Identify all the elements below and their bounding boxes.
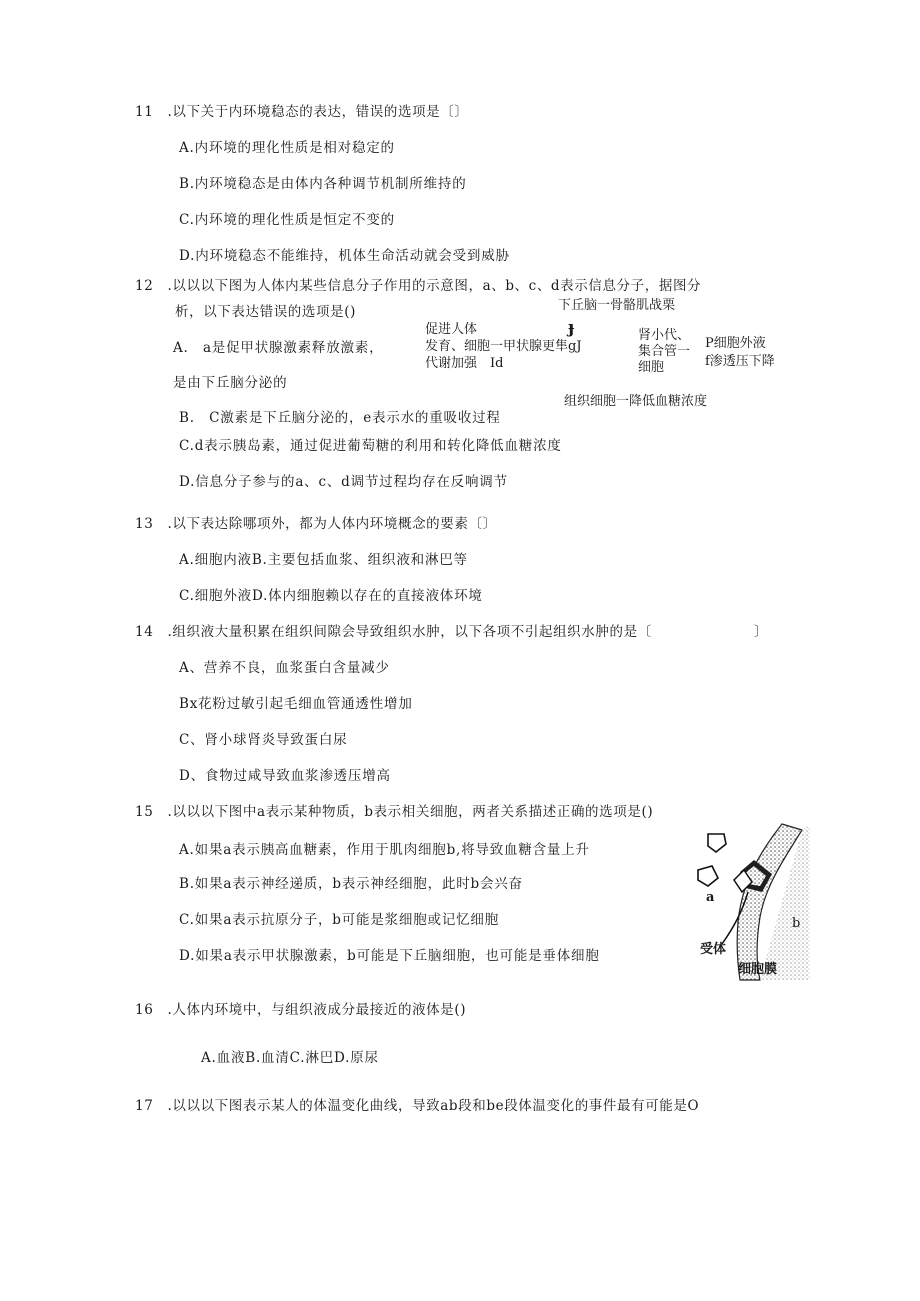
q12-diagram-top: 下丘脑一骨骼肌战栗 (558, 298, 676, 313)
q12-option-a-line2: 是由下丘脑分泌的 (173, 375, 288, 391)
q15-stem: 15 .以以以下图中a表示某种物质，b表示相关细胞，两者关系描述正确的选项是() (135, 804, 654, 820)
q15-option-c: C.如果a表示抗原分子，b可能是浆细胞或记忆细胞 (179, 912, 500, 928)
q14-option-d: D、食物过咸导致血浆渗透压增高 (179, 768, 391, 784)
q17-stem: 17 .以以以下图表示某人的体温变化曲线，导致ab段和be段体温变化的事件最有可能是O (135, 1098, 700, 1114)
q12-diagram-kidney-2: 集合管一 (638, 344, 691, 359)
q12-option-b: B. C激素是下丘脑分泌的，e表示水的重吸收过程 (179, 410, 501, 426)
q11-option-a: A.内环境的理化性质是相对稳定的 (179, 140, 395, 156)
q12-diagram-kidney-3: 细胞 (638, 360, 665, 375)
substance-a-shape (708, 834, 726, 852)
substance-a-shape-2 (698, 866, 718, 886)
q15-fig-label-a: a (706, 890, 715, 905)
q11-option-c: C.内环境的理化性质是恒定不变的 (179, 212, 395, 228)
q12-stem-line1: 12 .以以以下图为人体内某些信息分子作用的示意图，a、b、c、d表示信息分子，据图分 (135, 278, 702, 294)
q12-stem-line2: 析，以下表达错误的选项是() (175, 304, 356, 320)
q15-option-a: A.如果a表示胰高血糖素，作用于肌肉细胞b,将导致血糖含量上升 (179, 842, 590, 858)
q15-fig-label-b: b (792, 916, 801, 931)
q12-diagram-left-3: 代谢加强 Id (425, 356, 504, 371)
q11-option-b: B.内环境稳态是由体内各种调节机制所维持的 (179, 176, 467, 192)
q12-diagram-right-1: P细胞外液 (705, 336, 766, 351)
q12-diagram-left-2: 发育、细胞一甲状腺更隼gJ (425, 339, 582, 354)
q14-option-a: A、营养不良，血浆蛋白含量减少 (179, 660, 390, 676)
q12-option-c: C.d表示胰岛素，通过促进葡萄糖的利用和转化降低血糖浓度 (179, 438, 562, 454)
q15-fig-label-membrane: 细胞膜 (738, 962, 778, 977)
q14-stem: 14 .组织液大量积累在组织间隙会导致组织水肿，以下各项不引起组织水肿的是〔 (135, 624, 652, 640)
q11-stem: 11 .以下关于内环境稳态的表达，错误的选项是〔〕 (135, 104, 469, 120)
q12-option-a-line1: A. a是促甲状腺激素释放激素， (173, 340, 384, 356)
q12-option-d: D.信息分子参与的a、c、d调节过程均存在反响调节 (179, 474, 508, 490)
q15-option-b: B.如果a表示神经递质，b表示神经细胞，此时b会兴奋 (179, 876, 523, 892)
q14-stem-close-bracket: 〕 (754, 624, 768, 640)
q13-options-ab: A.细胞内液B.主要包括血浆、组织液和淋巴等 (179, 552, 468, 568)
q12-diagram-bottom: 组织细胞一降低血糖浓度 (564, 394, 708, 409)
q15-fig-label-receptor: 受体 (700, 942, 727, 957)
q12-diagram-right-2: f渗透压下降 (705, 354, 775, 369)
q12-diagram-hook: ɟ (568, 318, 575, 338)
q16-stem: 16 .人体内环境中，与组织液成分最接近的液体是() (135, 1002, 467, 1018)
q15-option-d: D.如果a表示甲状腺激素，b可能是下丘脑细胞，也可能是垂体细胞 (179, 948, 600, 964)
q11-option-d: D.内环境稳态不能维持，机体生命活动就会受到威胁 (179, 248, 510, 264)
q16-options: A.血液B.血清C.淋巴D.原尿 (201, 1050, 379, 1066)
q12-diagram-left-1: 促进人体 (425, 322, 478, 337)
q13-stem: 13 .以下表达除哪项外，都为人体内环境概念的要素〔〕 (135, 516, 497, 532)
q12-diagram-kidney-1: 肾小代、 (638, 328, 691, 343)
q13-options-cd: C.细胞外液D.体内细胞赖以存在的直接液体环境 (179, 588, 483, 604)
q14-option-c: C、肾小球肾炎导致蛋白尿 (179, 732, 348, 748)
q14-option-b: Bx花粉过敏引起毛细血管通透性增加 (179, 696, 413, 712)
